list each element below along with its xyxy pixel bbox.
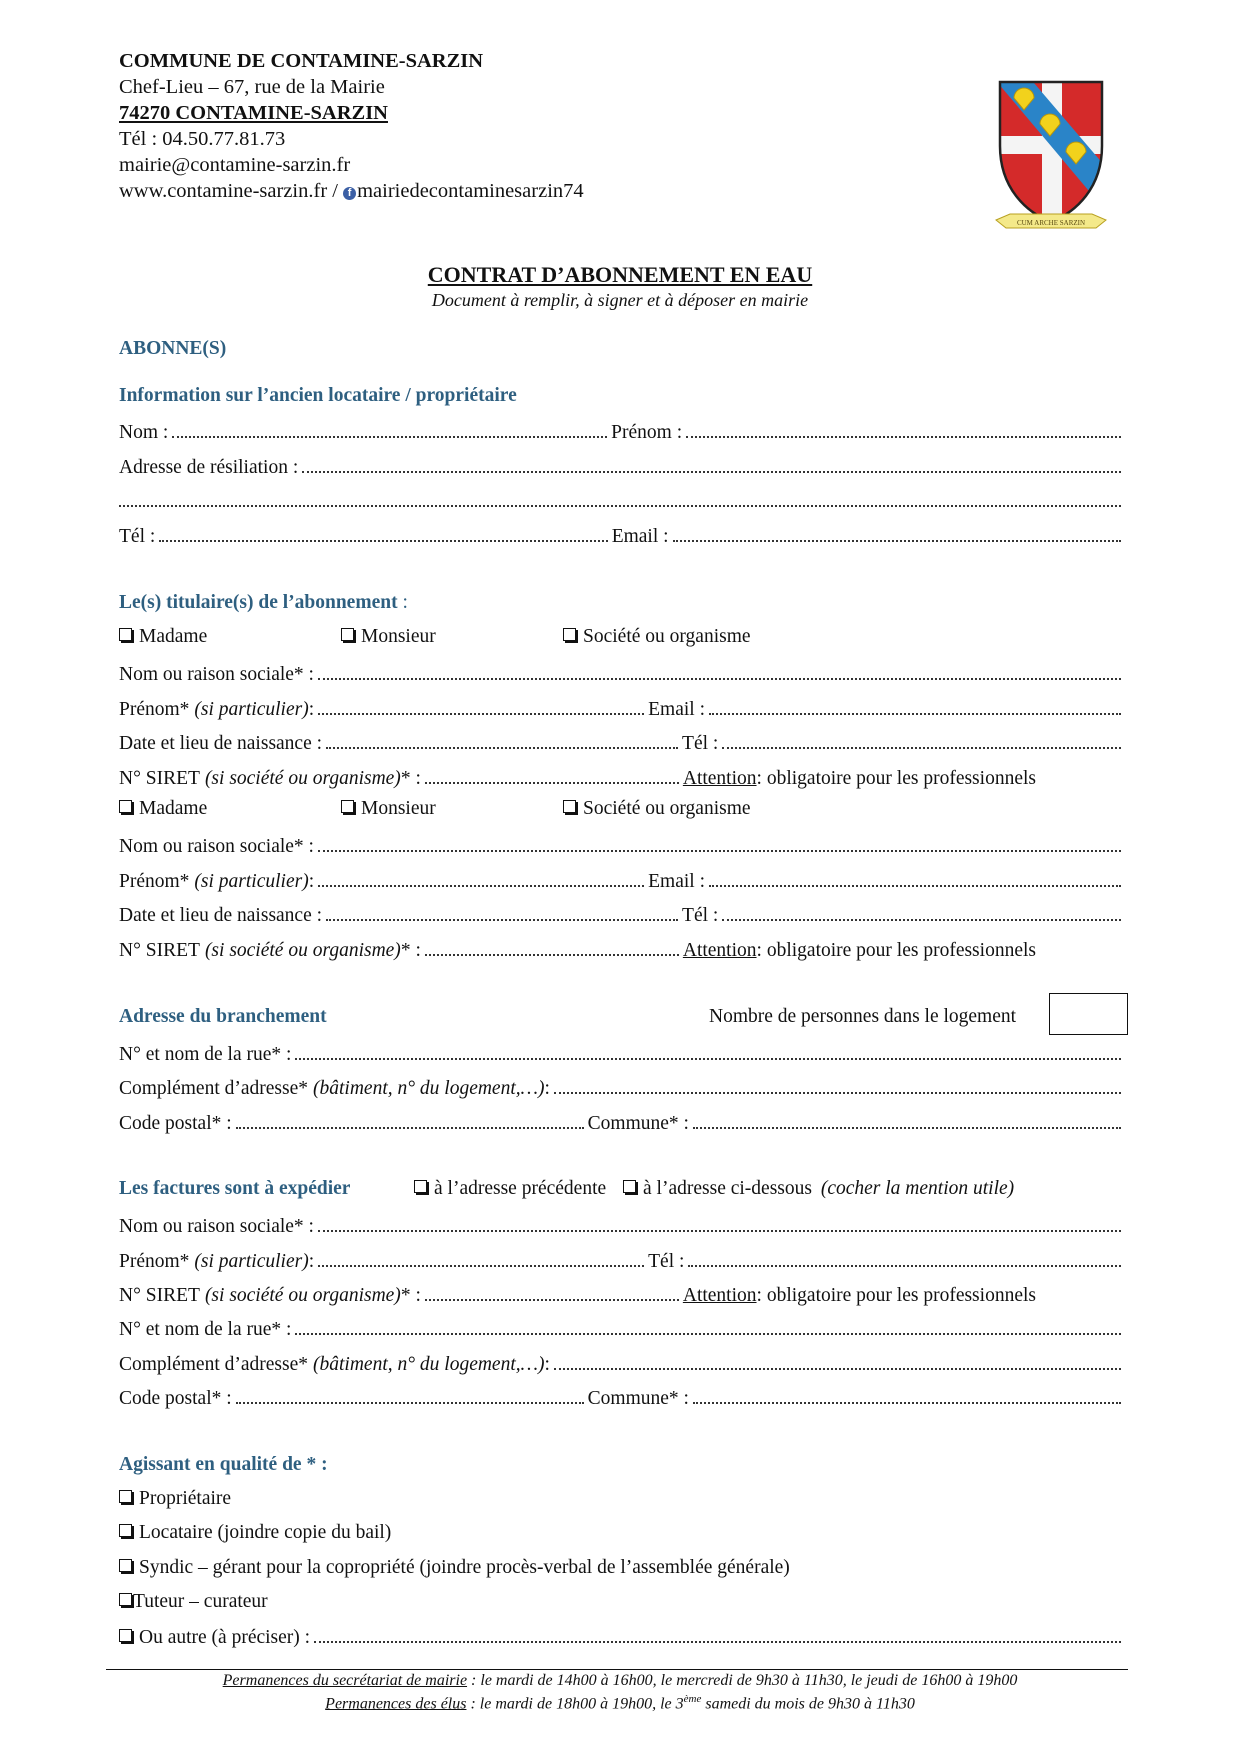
- factures-commune-field[interactable]: [693, 1402, 1121, 1404]
- siret-label: N° SIRET: [119, 940, 200, 961]
- secretariat-label: Permanences du secrétariat de mairie: [222, 1672, 468, 1689]
- elus-hours-1: : le mardi de 18h00 à 19h00, le 3: [466, 1695, 684, 1713]
- ancien-nom-prenom-row: [119, 418, 1125, 444]
- syndic-label: Syndic – gérant pour la copropriété (joindre procès-verbal de l’assemblée générale): [139, 1557, 790, 1578]
- factures-raison-field[interactable]: [318, 1230, 1121, 1232]
- crest-motto: CUM ARCHE SARZIN: [1016, 219, 1086, 227]
- municipality-header: [119, 48, 584, 204]
- factures-complement-row: [119, 1350, 1125, 1376]
- rue-label: N° et nom de la rue* :: [119, 1044, 292, 1065]
- titulaire2-tel-field[interactable]: [722, 919, 1121, 921]
- commune-name: COMMUNE DE CONTAMINE-SARZIN: [119, 50, 484, 72]
- ancien-tel-label: Tél :: [119, 526, 156, 547]
- ancien-adresse-field-2[interactable]: [119, 505, 1121, 507]
- checkbox-monsieur-2[interactable]: [341, 798, 436, 820]
- ancien-email-label: Email :: [611, 526, 669, 547]
- section-titulaires: [119, 592, 408, 614]
- checkbox-icon: [119, 1593, 132, 1606]
- factures-rue-field[interactable]: [295, 1333, 1121, 1335]
- madame-label: Madame: [139, 798, 208, 819]
- titulaire1-tel-field[interactable]: [722, 747, 1121, 749]
- si-particulier-hint: (si particulier): [194, 871, 309, 892]
- titulaire2-naissance-row: [119, 901, 1125, 927]
- titulaire2-prenom-field[interactable]: [318, 885, 644, 887]
- titulaire2-siret-field[interactable]: [425, 954, 679, 956]
- elus-sup: ème: [683, 1693, 702, 1705]
- code-postal-label: Code postal* :: [119, 1113, 232, 1134]
- cocher-hint: (cocher la mention utile): [820, 1178, 1015, 1199]
- factures-raison-row: [119, 1212, 1125, 1238]
- footer-divider: [106, 1669, 1128, 1670]
- factures-siret-field[interactable]: [425, 1299, 679, 1301]
- branchement-cp-row: [119, 1109, 1125, 1135]
- attention-label: Attention: [682, 1285, 757, 1306]
- complement-hint: (bâtiment, n° du logement,…): [313, 1354, 545, 1375]
- branchement-cp-field[interactable]: [236, 1127, 584, 1129]
- secretariat-hours: : le mardi de 14h00 à 16h00, le mercredi de 9h30 à 11h30, le jeudi de 16h00 à 19h00: [467, 1672, 1018, 1689]
- tel-label: Tél :: [682, 905, 719, 926]
- naissance-label: Date et lieu de naissance :: [119, 733, 323, 754]
- star-colon: * :: [400, 940, 421, 961]
- checkbox-icon: [119, 800, 132, 813]
- star-colon: * :: [400, 1285, 421, 1306]
- societe-label: Société ou organisme: [583, 626, 751, 647]
- colon: :: [308, 871, 315, 892]
- ancien-nom-field[interactable]: [172, 436, 607, 438]
- commune-label: Commune* :: [587, 1113, 689, 1134]
- titulaire1-naissance-field[interactable]: [326, 747, 678, 749]
- si-societe-hint: (si société ou organisme): [204, 940, 401, 961]
- si-societe-hint: (si société ou organisme): [204, 768, 401, 789]
- section-factures: Les factures sont à expédier: [119, 1178, 351, 1199]
- si-particulier-hint: (si particulier): [194, 1251, 309, 1272]
- checkbox-madame-2[interactable]: [119, 798, 207, 820]
- titulaire2-raison-row: [119, 832, 1125, 858]
- elus-label: Permanences des élus: [325, 1695, 467, 1713]
- autre-row: [119, 1623, 1125, 1649]
- titulaire1-siret-field[interactable]: [425, 782, 679, 784]
- checkbox-locataire[interactable]: [119, 1522, 391, 1544]
- commune-website[interactable]: www.contamine-sarzin.fr /: [119, 180, 344, 202]
- colon: :: [544, 1078, 550, 1099]
- titulaire1-prenom-field[interactable]: [318, 713, 644, 715]
- tel-label: Tél :: [682, 733, 719, 754]
- ancien-adresse-label: Adresse de résiliation :: [119, 457, 299, 478]
- obligatoire-note: : obligatoire pour les professionnels: [756, 768, 1036, 789]
- page-subtitle: Document à remplir, à signer et à déposer en mairie: [431, 290, 809, 310]
- checkbox-icon: [341, 800, 354, 813]
- branchement-rue-row: [119, 1040, 1125, 1066]
- titulaire2-civilite: [119, 798, 1125, 824]
- section-branchement: Adresse du branchement: [119, 1006, 327, 1027]
- complement-label: Complément d’adresse*: [119, 1078, 308, 1099]
- elus-hours-2: samedi du mois de 9h30 à 11h30: [701, 1695, 915, 1713]
- section-abonnes: ABONNE(S): [119, 338, 227, 359]
- checkbox-autre[interactable]: [119, 1627, 310, 1649]
- checkbox-icon: [119, 1490, 132, 1503]
- branchement-rue-field[interactable]: [295, 1058, 1121, 1060]
- raison-sociale-label: Nom ou raison sociale* :: [119, 664, 314, 685]
- titulaire1-civilite: [119, 626, 1125, 652]
- proprietaire-label: Propriétaire: [139, 1488, 232, 1509]
- branchement-commune-field[interactable]: [693, 1127, 1121, 1129]
- ancien-adresse-row: [119, 453, 1125, 479]
- ancien-adresse-field[interactable]: [302, 471, 1121, 473]
- checkbox-adresse-precedente[interactable]: [414, 1178, 606, 1199]
- siret-label: N° SIRET: [119, 768, 200, 789]
- raison-sociale-label: Nom ou raison sociale* :: [119, 836, 314, 857]
- ancien-prenom-field[interactable]: [686, 436, 1121, 438]
- ancien-tel-email-row: [119, 522, 1125, 548]
- checkbox-societe-1[interactable]: [563, 626, 751, 648]
- section-titulaires-colon: :: [397, 592, 408, 613]
- si-particulier-hint: (si particulier): [194, 699, 309, 720]
- titulaire1-siret-row: [119, 764, 1125, 790]
- titulaire1-prenom-row: [119, 695, 1125, 721]
- factures-prenom-field[interactable]: [318, 1265, 644, 1267]
- raison-sociale-label: Nom ou raison sociale* :: [119, 1216, 314, 1237]
- checkbox-proprietaire[interactable]: [119, 1488, 231, 1510]
- titulaire1-email-field[interactable]: [709, 713, 1121, 715]
- ancien-nom-label: Nom :: [119, 422, 169, 443]
- colon: :: [544, 1354, 550, 1375]
- checkbox-icon: [119, 628, 132, 641]
- titulaire2-naissance-field[interactable]: [326, 919, 678, 921]
- checkbox-societe-2[interactable]: [563, 798, 751, 820]
- section-titulaires-label: Le(s) titulaire(s) de l’abonnement: [119, 592, 398, 613]
- facebook-handle[interactable]: mairiedecontaminesarzin74: [357, 180, 584, 202]
- footer-elus: [0, 1693, 1240, 1713]
- checkbox-icon: [414, 1180, 427, 1193]
- complement-hint: (bâtiment, n° du logement,…): [313, 1078, 545, 1099]
- factures-options: [414, 1178, 1014, 1200]
- ancien-prenom-label: Prénom :: [611, 422, 683, 443]
- checkbox-icon: [563, 628, 576, 641]
- code-postal-label: Code postal* :: [119, 1388, 232, 1409]
- titulaire2-prenom-row: [119, 867, 1125, 893]
- checkbox-adresse-dessous[interactable]: [623, 1178, 812, 1199]
- factures-tel-field[interactable]: [688, 1265, 1121, 1267]
- ancien-email-field[interactable]: [673, 540, 1121, 542]
- ancien-tel-field[interactable]: [159, 540, 607, 542]
- commune-address: Chef-Lieu – 67, rue de la Mairie: [119, 76, 385, 98]
- complement-label: Complément d’adresse*: [119, 1354, 308, 1375]
- checkbox-icon: [623, 1180, 636, 1193]
- obligatoire-note: : obligatoire pour les professionnels: [756, 1285, 1036, 1306]
- page-title: CONTRAT D’ABONNEMENT EN EAU: [427, 262, 813, 287]
- email-label: Email :: [648, 699, 705, 720]
- branchement-complement-field[interactable]: [554, 1092, 1121, 1094]
- attention-label: Attention: [682, 940, 757, 961]
- naissance-label: Date et lieu de naissance :: [119, 905, 323, 926]
- locataire-label: Locataire (joindre copie du bail): [139, 1522, 392, 1543]
- section-ancien-locataire: Information sur l’ancien locataire / propriétaire: [119, 385, 517, 406]
- nb-personnes-input[interactable]: [1049, 993, 1128, 1035]
- commune-postal: 74270 CONTAMINE-SARZIN: [119, 102, 388, 124]
- checkbox-madame-1[interactable]: [119, 626, 207, 648]
- nb-personnes-label: Nombre de personnes dans le logement: [709, 1006, 1017, 1027]
- checkbox-icon: [119, 1559, 132, 1572]
- branchement-complement-row: [119, 1074, 1125, 1100]
- factures-siret-row: [119, 1281, 1125, 1307]
- obligatoire-note: : obligatoire pour les professionnels: [756, 940, 1036, 961]
- monsieur-label: Monsieur: [361, 626, 436, 647]
- checkbox-icon: [119, 1524, 132, 1537]
- titulaire2-email-field[interactable]: [709, 885, 1121, 887]
- autre-field[interactable]: [314, 1641, 1121, 1643]
- colon: :: [308, 699, 315, 720]
- factures-cp-field[interactable]: [236, 1402, 584, 1404]
- titulaire2-raison-field[interactable]: [318, 850, 1121, 852]
- commune-label: Commune* :: [587, 1388, 689, 1409]
- titulaire1-raison-row: [119, 660, 1125, 686]
- titulaire1-raison-field[interactable]: [318, 678, 1121, 680]
- checkbox-monsieur-1[interactable]: [341, 626, 436, 648]
- adresse-precedente-label: à l’adresse précédente: [434, 1178, 607, 1199]
- si-societe-hint: (si société ou organisme): [204, 1285, 401, 1306]
- checkbox-syndic[interactable]: [119, 1557, 790, 1579]
- rue-label: N° et nom de la rue* :: [119, 1319, 292, 1340]
- checkbox-tuteur[interactable]: [119, 1591, 268, 1613]
- star-colon: * :: [400, 768, 421, 789]
- autre-label: Ou autre (à préciser) :: [139, 1627, 311, 1648]
- facebook-icon: f: [343, 187, 356, 200]
- colon: :: [308, 1251, 315, 1272]
- footer-secretariat: [0, 1672, 1240, 1690]
- societe-label: Société ou organisme: [583, 798, 751, 819]
- prenom-label: Prénom*: [119, 871, 190, 892]
- adresse-dessous-label: à l’adresse ci-dessous: [643, 1178, 812, 1199]
- factures-rue-row: [119, 1315, 1125, 1341]
- commune-email[interactable]: mairie@contamine-sarzin.fr: [119, 154, 351, 176]
- ancien-adresse-row-2: [119, 487, 1125, 513]
- factures-prenom-row: [119, 1247, 1125, 1273]
- section-qualite: Agissant en qualité de * :: [119, 1454, 328, 1475]
- titulaire2-siret-row: [119, 936, 1125, 962]
- titulaire1-naissance-row: [119, 729, 1125, 755]
- factures-complement-field[interactable]: [554, 1368, 1121, 1370]
- tuteur-label: Tuteur – curateur: [133, 1591, 268, 1612]
- madame-label: Madame: [139, 626, 208, 647]
- checkbox-icon: [563, 800, 576, 813]
- factures-cp-row: [119, 1384, 1125, 1410]
- siret-label: N° SIRET: [119, 1285, 200, 1306]
- checkbox-icon: [341, 628, 354, 641]
- tel-label: Tél :: [648, 1251, 685, 1272]
- prenom-label: Prénom*: [119, 699, 190, 720]
- commune-phone: Tél : 04.50.77.81.73: [119, 128, 286, 150]
- commune-crest-logo: [992, 76, 1110, 236]
- checkbox-icon: [119, 1629, 132, 1642]
- prenom-label: Prénom*: [119, 1251, 190, 1272]
- email-label: Email :: [648, 871, 705, 892]
- attention-label: Attention: [682, 768, 757, 789]
- monsieur-label: Monsieur: [361, 798, 436, 819]
